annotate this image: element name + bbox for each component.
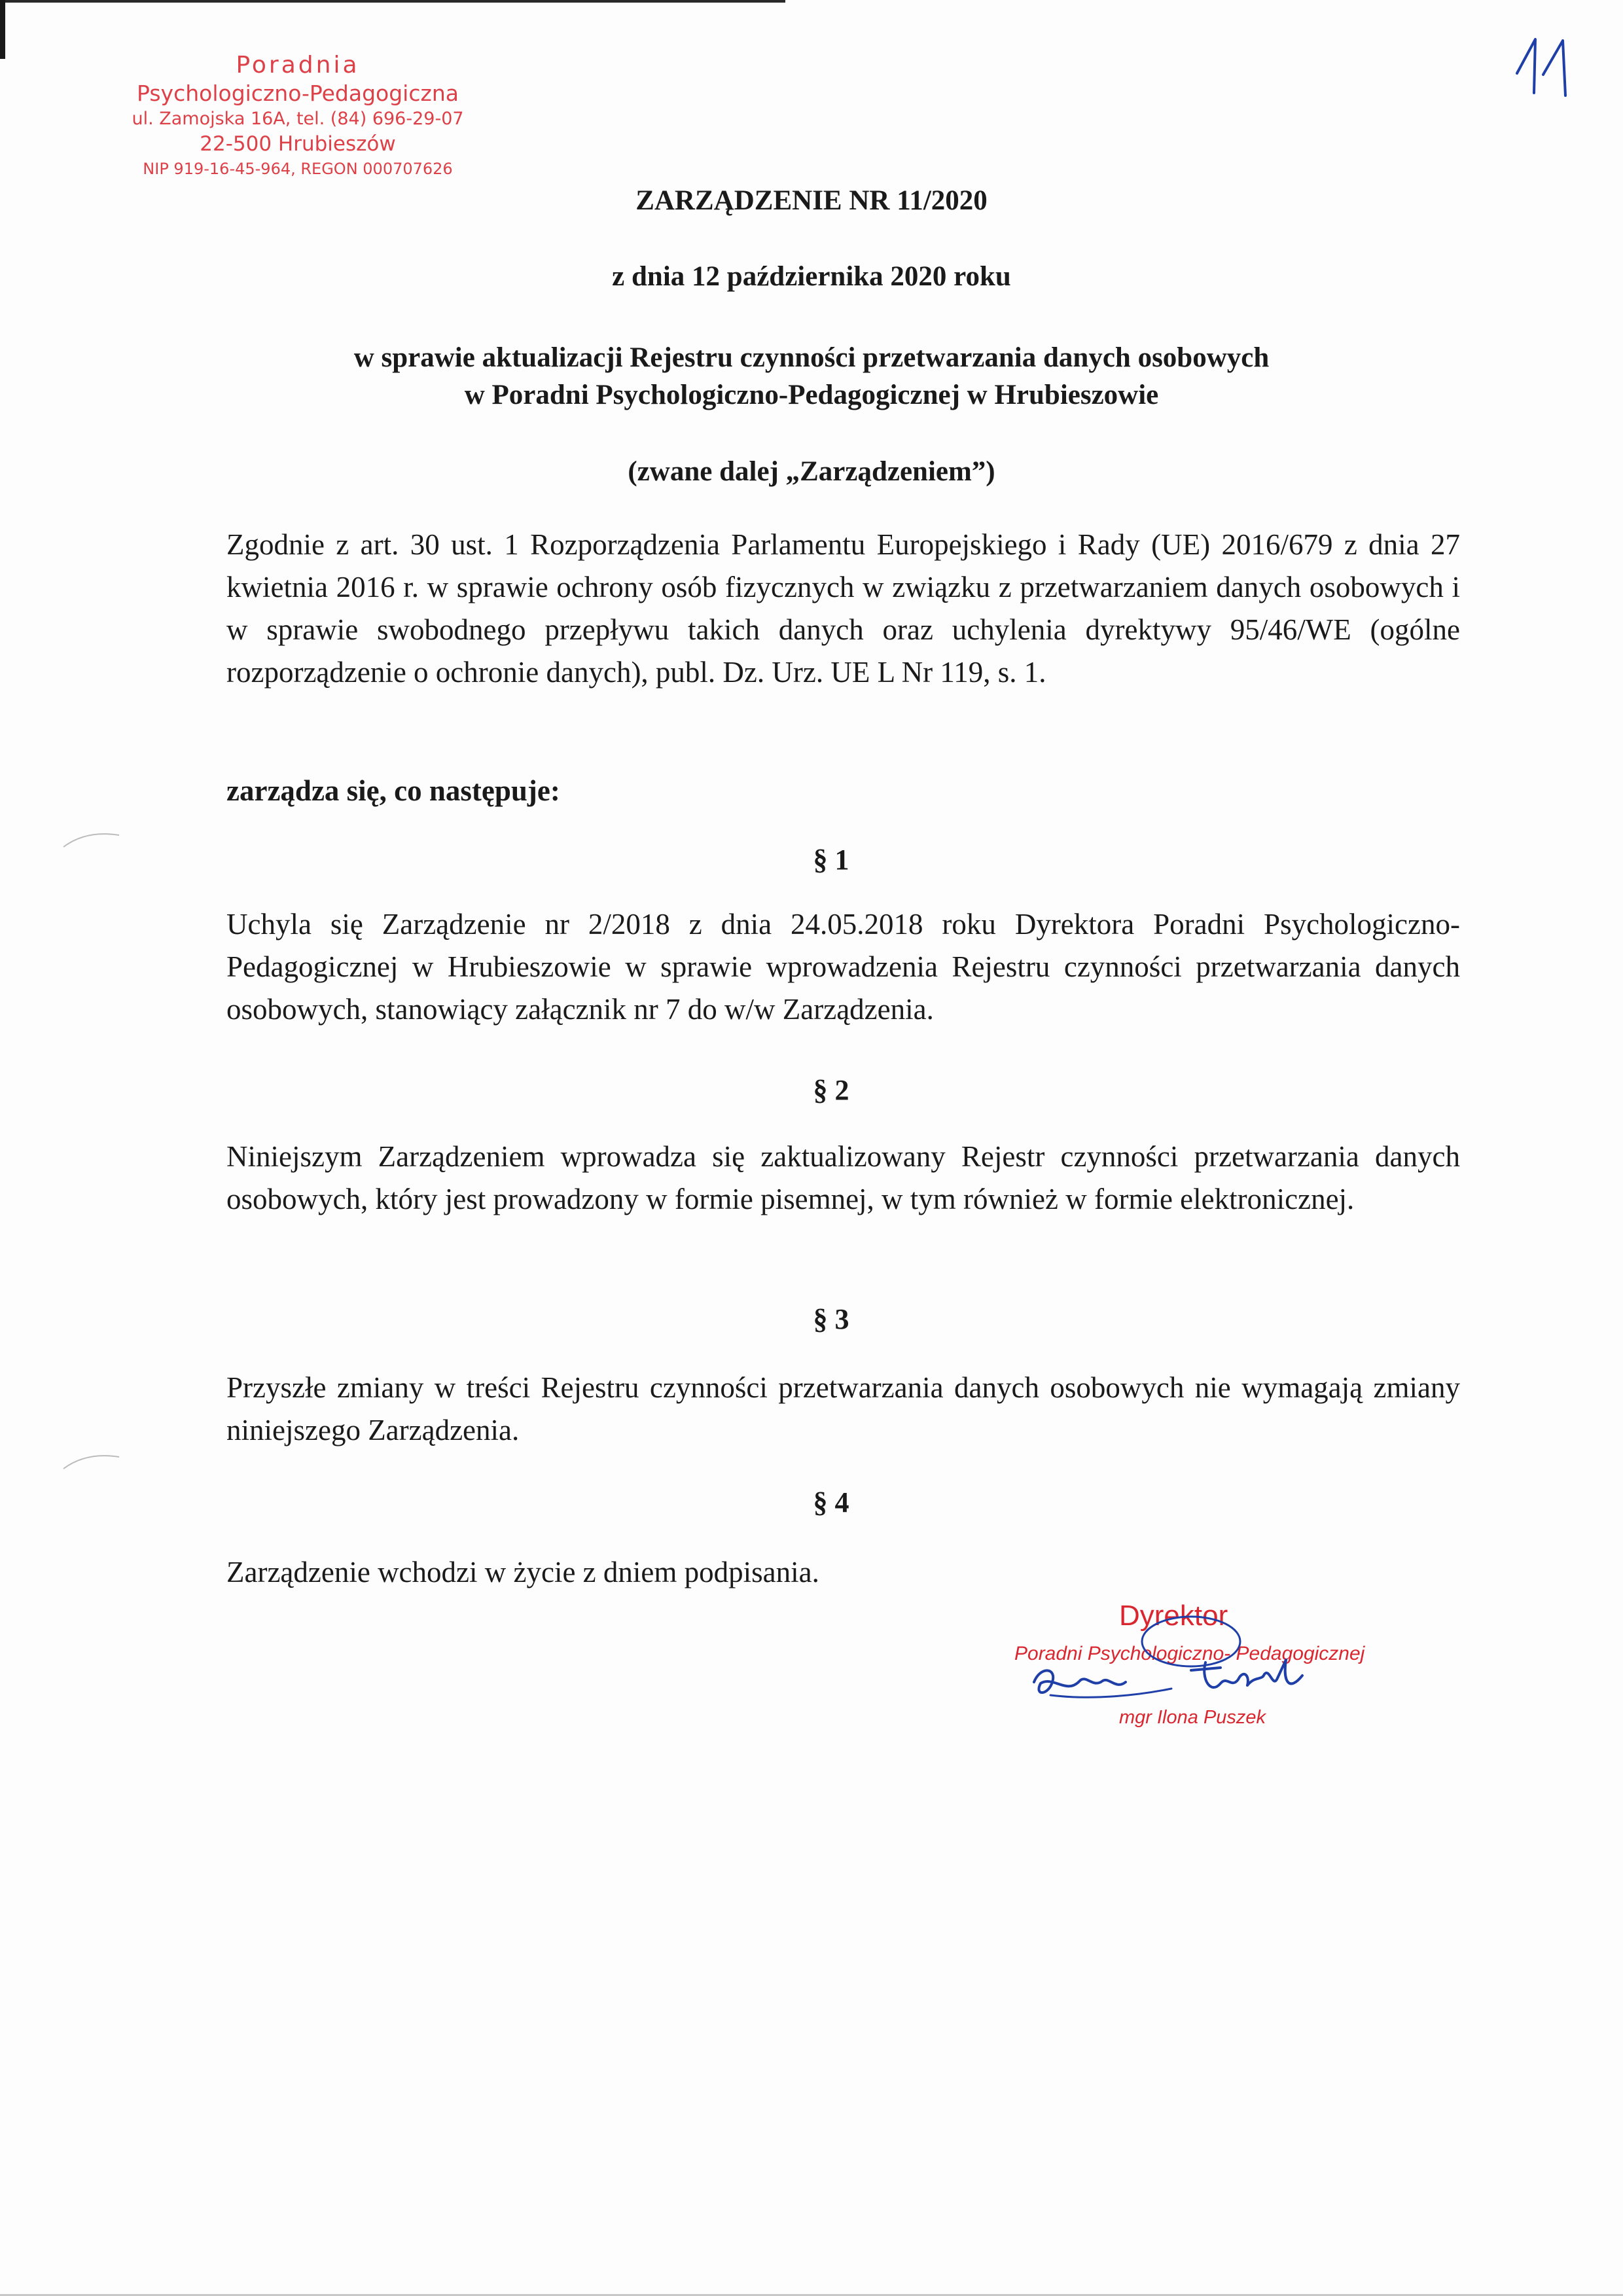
stamp-line-5: NIP 919-16-45-964, REGON 000707626 [143, 160, 453, 178]
scan-edge-left [0, 0, 5, 59]
director-signature-stamp [995, 1597, 1365, 1741]
signature-institution: Poradni Psychologiczno- Pedagogicznej [1014, 1643, 1365, 1664]
handwritten-signature [995, 1597, 1361, 1741]
stamp-line-1: Poradnia [236, 52, 360, 79]
document-subject-line-1: w sprawie aktualizacji Rejestru czynności przetwarzania danych osobowych [353, 342, 1270, 373]
section-1-mark: § 1 [813, 844, 849, 876]
legal-basis-paragraph: Zgodnie z art. 30 ust. 1 Rozporządzenia Parlamentu Europejskiego i Rady (UE) 2016/679 z dnia 27 kwietnia 2016 r. w sprawie ochrony osób fizycznych w związku z przetwarzaniem danych osobowych i w sprawie swobodnego przepływu takich danych oraz uchylenia dyrektywy 95/46/WE (ogólne rozporządzenie o ochronie danych), publ. Dz. Urz. UE L Nr 119, s. 1. [226, 528, 1460, 689]
signature-title: Dyrektor [1119, 1600, 1228, 1632]
institution-stamp [88, 51, 507, 181]
section-4-mark: § 4 [813, 1486, 849, 1518]
stamp-line-4: 22-500 Hrubieszów [200, 132, 396, 156]
handwritten-page-number [1510, 27, 1582, 106]
stamp-line-2: Psychologiczno-Pedagogiczna [137, 81, 459, 106]
section-3-mark: § 3 [813, 1303, 849, 1335]
document-alias: (zwane dalej „Zarządzeniem”) [628, 456, 995, 487]
section-2-mark: § 2 [813, 1074, 849, 1106]
signature-name: mgr Ilona Puszek [1119, 1707, 1266, 1728]
stamp-line-3: ul. Zamojska 16A, tel. (84) 696-29-07 [132, 109, 464, 129]
section-1-text: Uchyla się Zarządzenie nr 2/2018 z dnia 24.05.2018 roku Dyrektora Poradni Psychologiczno-Pedagogicznej w Hrubieszowie w sprawie wprowadzenia Rejestru czynności przetwarzania danych osobowych, stanowiący załącznik nr 7 do w/w Zarządzenia. [226, 908, 1460, 1026]
punch-hole-mark [60, 1448, 132, 1474]
decree-clause: zarządza się, co następuje: [226, 774, 560, 807]
section-3-text: Przyszłe zmiany w treści Rejestru czynności przetwarzania danych osobowych nie wymagają zmiany niniejszego Zarządzenia. [226, 1371, 1460, 1446]
scan-edge-top [0, 0, 785, 3]
document-title: ZARZĄDZENIE NR 11/2020 [635, 185, 988, 216]
document-date: z dnia 12 października 2020 roku [612, 261, 1011, 292]
section-4-text: Zarządzenie wchodzi w życie z dniem podpisania. [226, 1556, 819, 1588]
document-subject-line-2: w Poradni Psychologiczno-Pedagogicznej w Hrubieszowie [464, 380, 1159, 410]
section-2-text: Niniejszym Zarządzeniem wprowadza się zaktualizowany Rejestr czynności przetwarzania danych osobowych, który jest prowadzony w formie pisemnej, w tym również w formie elektronicznej. [226, 1140, 1460, 1215]
